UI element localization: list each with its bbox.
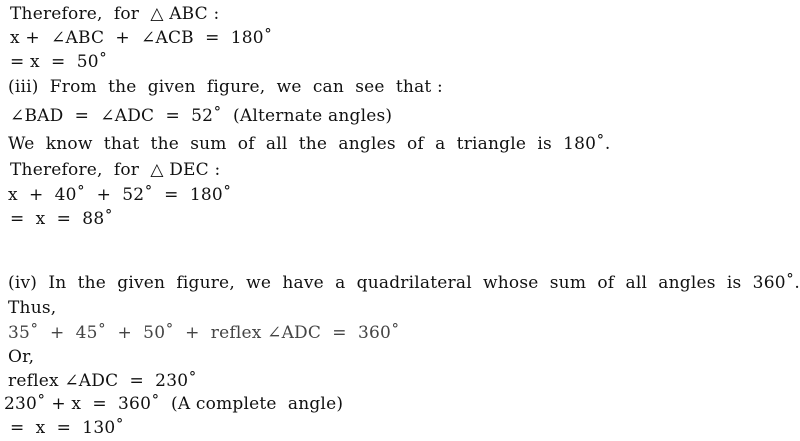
text-line-complete-angle: 230˚ + x = 360˚ (A complete angle) — [4, 394, 344, 414]
text-line-part-iv: (iv) In the given figure, we have a quadrilateral whose sum of all angles is 360˚. — [8, 273, 800, 293]
text-line-equation-abc: x + ∠ABC + ∠ACB = 180˚ — [10, 28, 273, 48]
text-line-triangle-sum: We know that the sum of all the angles of a triangle is 180˚. — [8, 134, 611, 154]
text-line-equation-dec: x + 40˚ + 52˚ = 180˚ — [8, 185, 232, 205]
text-line-thus: Thus, — [8, 298, 57, 318]
text-line-therefore-abc: Therefore, for △ ABC : — [10, 4, 220, 24]
text-line-result-50: = x = 50˚ — [10, 52, 108, 72]
text-line-result-88: = x = 88˚ — [10, 209, 114, 229]
text-line-result-130: = x = 130˚ — [10, 418, 125, 438]
text-line-reflex-adc: reflex ∠ADC = 230˚ — [8, 371, 197, 391]
text-line-alternate-angles: ∠BAD = ∠ADC = 52˚ (Alternate angles) — [10, 106, 393, 126]
text-line-therefore-dec: Therefore, for △ DEC : — [10, 160, 221, 180]
text-line-or: Or, — [8, 347, 35, 367]
text-line-quadrilateral-equation: 35˚ + 45˚ + 50˚ + reflex ∠ADC = 360˚ — [8, 323, 400, 343]
text-line-part-iii: (iii) From the given figure, we can see that : — [8, 77, 443, 97]
